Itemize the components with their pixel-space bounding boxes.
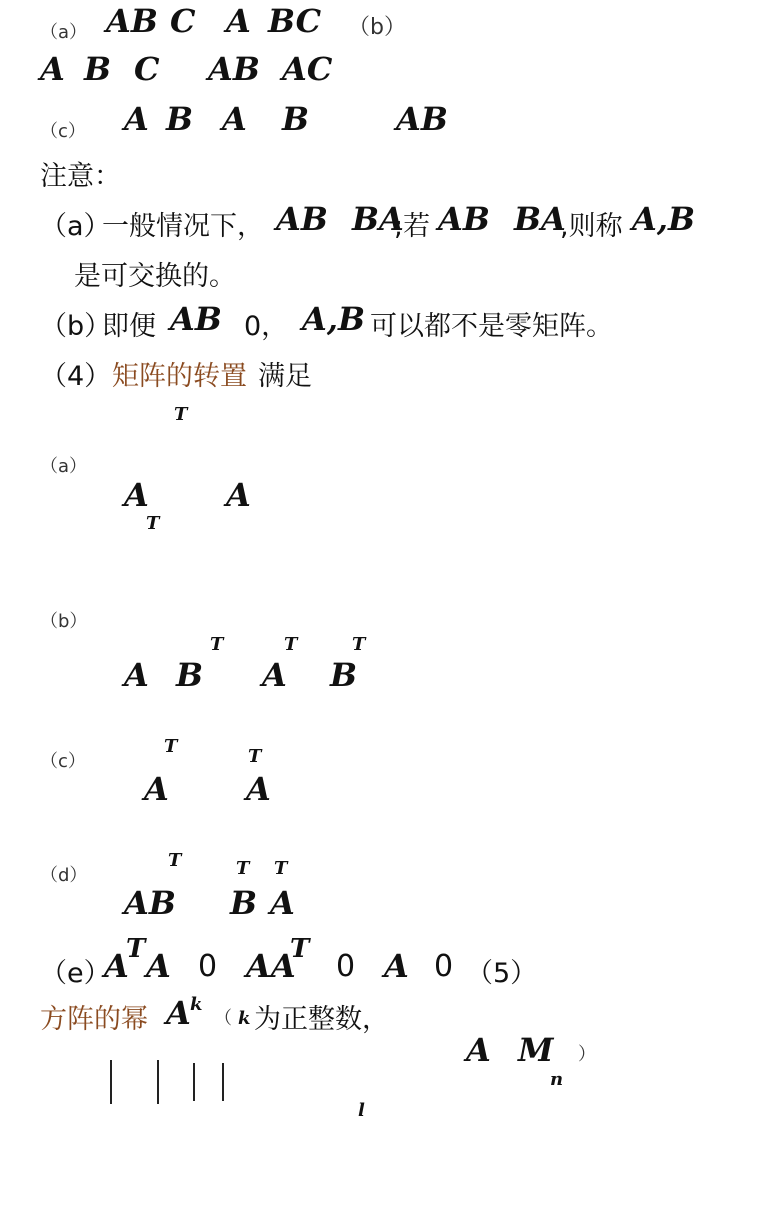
notes-b-zero: 0， — [244, 311, 289, 342]
rule3-b-B: B — [84, 50, 112, 88]
notes-a-AB2: AB — [438, 200, 490, 238]
power-paren-close: ） — [578, 1044, 596, 1065]
transpose-e-T1: T — [126, 934, 146, 964]
power-text: 为正整数， — [254, 1004, 389, 1035]
transpose-e-A2: A — [146, 947, 171, 985]
transpose-b-label: （b） — [40, 611, 88, 632]
rule3-c-label: （c） — [40, 121, 86, 142]
transpose-e-A1: A — [104, 947, 129, 985]
notes-a-text1: 一般情况下， — [102, 211, 264, 242]
rule3-b-AC: AC — [282, 50, 333, 88]
transpose-d-AB: AB — [124, 884, 176, 922]
notes-a-ruo: ;若 — [394, 211, 431, 242]
transpose-heading-rest: 满足 — [258, 361, 312, 392]
transpose-a-A2: A — [226, 476, 251, 514]
transpose-c-A: A — [144, 770, 169, 808]
transpose-e-zero1: 0 — [198, 949, 218, 984]
notes-a-line2: 是可交换的。 — [74, 261, 236, 292]
rule3-a-A: A — [226, 2, 251, 40]
transpose-a-A: A — [124, 476, 149, 514]
transpose-e-zero3: 0 — [434, 949, 454, 984]
determinant-bar — [222, 1063, 224, 1101]
transpose-e-A3: A — [384, 947, 409, 985]
notes-a-label: （a） — [40, 211, 111, 242]
transpose-c-label: （c） — [40, 751, 86, 772]
transpose-d-T2: T — [236, 858, 250, 879]
transpose-c-A2: A — [246, 770, 271, 808]
power-k-sup: k — [190, 994, 203, 1015]
transpose-e-T2: T — [290, 934, 310, 964]
power-heading-colored: 方阵的幂 — [40, 1004, 148, 1035]
transpose-c-T2: T — [248, 746, 262, 767]
power-n-sub: n — [550, 1069, 564, 1090]
transpose-b-B2: B — [330, 656, 358, 694]
transpose-e-AA: AA — [246, 947, 296, 985]
transpose-c-T1: T — [164, 736, 178, 757]
determinant-bar — [193, 1063, 195, 1101]
power-k: k — [238, 1008, 251, 1029]
rule3-b-label: （b） — [348, 15, 406, 40]
notes-heading: 注意： — [40, 161, 121, 192]
transpose-heading-num: （4） — [40, 361, 112, 392]
transpose-d-T3: T — [274, 858, 288, 879]
rule3-b-C: C — [134, 50, 160, 88]
transpose-e-next: （5） — [466, 958, 538, 989]
determinant-bar — [157, 1060, 159, 1104]
transpose-a-T-top: T — [174, 404, 188, 425]
rule3-c-A2: A — [222, 100, 247, 138]
rule3-c-B2: B — [282, 100, 310, 138]
transpose-d-A: A — [270, 884, 295, 922]
transpose-b-T3: T — [352, 634, 366, 655]
determinant-bar — [110, 1060, 112, 1104]
transpose-d-T1: T — [168, 850, 182, 871]
notes-a-AB3: A,B — [632, 200, 696, 238]
power-paren-open: （ — [214, 1008, 232, 1029]
rule3-b-A: A — [40, 50, 65, 88]
transpose-e-label: （e） — [40, 958, 111, 989]
notes-b-text1: 即便 — [102, 311, 156, 342]
rule3-c-B1: B — [166, 100, 194, 138]
transpose-b-B: B — [176, 656, 204, 694]
rule3-a-C: C — [170, 2, 196, 40]
notes-a-zecheng: ,则称 — [560, 211, 623, 242]
notes-b-AB2: A,B — [302, 300, 366, 338]
notes-a-BA: BA — [352, 200, 404, 238]
power-M: M — [518, 1031, 554, 1069]
notes-b-label: （b） — [40, 311, 112, 342]
rule3-c-A1: A — [124, 100, 149, 138]
transpose-b-A: A — [124, 656, 149, 694]
rule3-a-BC: BC — [268, 2, 322, 40]
transpose-b-T1: T — [210, 634, 224, 655]
notes-a-BA2: BA — [514, 200, 566, 238]
power-A2: A — [466, 1031, 491, 1069]
power-A: A — [166, 994, 191, 1032]
rule3-a-lhs: AB — [106, 2, 158, 40]
transpose-d-label: （d） — [40, 865, 88, 886]
transpose-a-T-bottom: T — [146, 513, 160, 534]
power-l-sub: l — [358, 1100, 365, 1121]
transpose-a-label: （a） — [40, 456, 88, 477]
rule3-b-AB: AB — [208, 50, 260, 88]
rule3-c-AB: AB — [396, 100, 448, 138]
notes-b-text2: 可以都不是零矩阵。 — [370, 311, 613, 342]
transpose-b-T2: T — [284, 634, 298, 655]
transpose-heading-colored: 矩阵的转置 — [112, 361, 247, 392]
transpose-e-zero2: 0 — [336, 949, 356, 984]
rule3-a-label: （a） — [40, 22, 88, 43]
notes-a-AB: AB — [276, 200, 328, 238]
transpose-d-B: B — [230, 884, 258, 922]
notes-b-AB: AB — [170, 300, 222, 338]
transpose-b-A2: A — [262, 656, 287, 694]
